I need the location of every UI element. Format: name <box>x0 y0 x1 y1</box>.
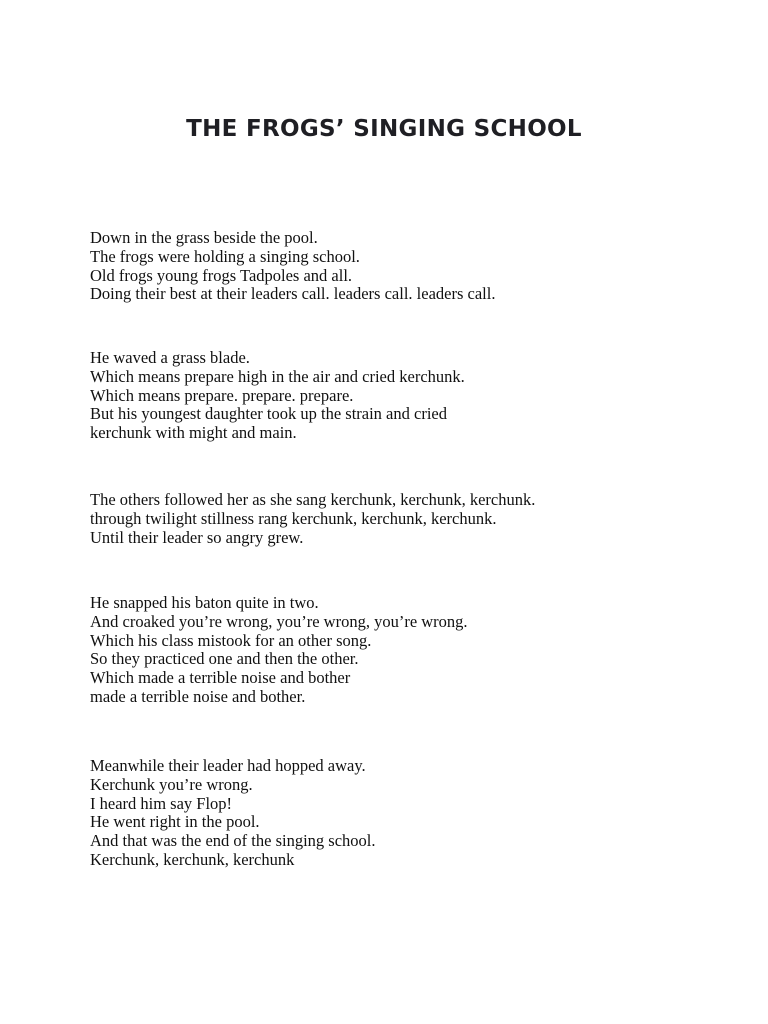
poem-line: Until their leader so angry grew. <box>90 527 304 547</box>
stanza-1 <box>90 229 730 304</box>
poem-line: And croaked you’re wrong, you’re wrong, you’re wrong. <box>90 611 468 631</box>
poem-line: Kerchunk, kerchunk, kerchunk <box>90 849 295 869</box>
poem-line: Which means prepare high in the air and cried kerchunk. <box>90 366 465 386</box>
poem-line: Which his class mistook for an other song. <box>90 630 372 650</box>
poem-line: I heard him say Flop! <box>90 793 233 813</box>
stanza-5 <box>90 757 730 870</box>
poem-line: through twilight stillness rang kerchunk, kerchunk, kerchunk. <box>90 508 497 528</box>
poem-line: He waved a grass blade. <box>90 348 250 367</box>
poem-line: So they practiced one and then the other. <box>90 649 359 669</box>
poem-line: The frogs were holding a singing school. <box>90 246 360 266</box>
poem-line: Kerchunk you’re wrong. <box>90 774 253 794</box>
poem-line: He went right in the pool. <box>90 812 260 832</box>
poem-line: He snapped his baton quite in two. <box>90 593 319 612</box>
poem-line: But his youngest daughter took up the strain and cried <box>90 404 447 424</box>
stanza-3 <box>90 491 730 547</box>
poem-line: Old frogs young frogs Tadpoles and all. <box>90 265 353 285</box>
stanza-4 <box>90 594 730 707</box>
poem-line: kerchunk with might and main. <box>90 423 297 443</box>
poem-line: made a terrible noise and bother. <box>90 686 306 706</box>
page-title: THE FROGS’ SINGING SCHOOL <box>186 116 582 142</box>
poem-line: Which means prepare. prepare. prepare. <box>90 385 354 405</box>
poem-line: Doing their best at their leaders call. leaders call. leaders call. <box>90 284 496 304</box>
poem-line: Which made a terrible noise and bother <box>90 668 351 688</box>
poem-line: Meanwhile their leader had hopped away. <box>90 756 366 775</box>
poem-line: Down in the grass beside the pool. <box>90 228 318 247</box>
stanza-2 <box>90 349 730 443</box>
poem-line: The others followed her as she sang kerchunk, kerchunk, kerchunk. <box>90 490 536 509</box>
poem-line: And that was the end of the singing school. <box>90 831 376 851</box>
